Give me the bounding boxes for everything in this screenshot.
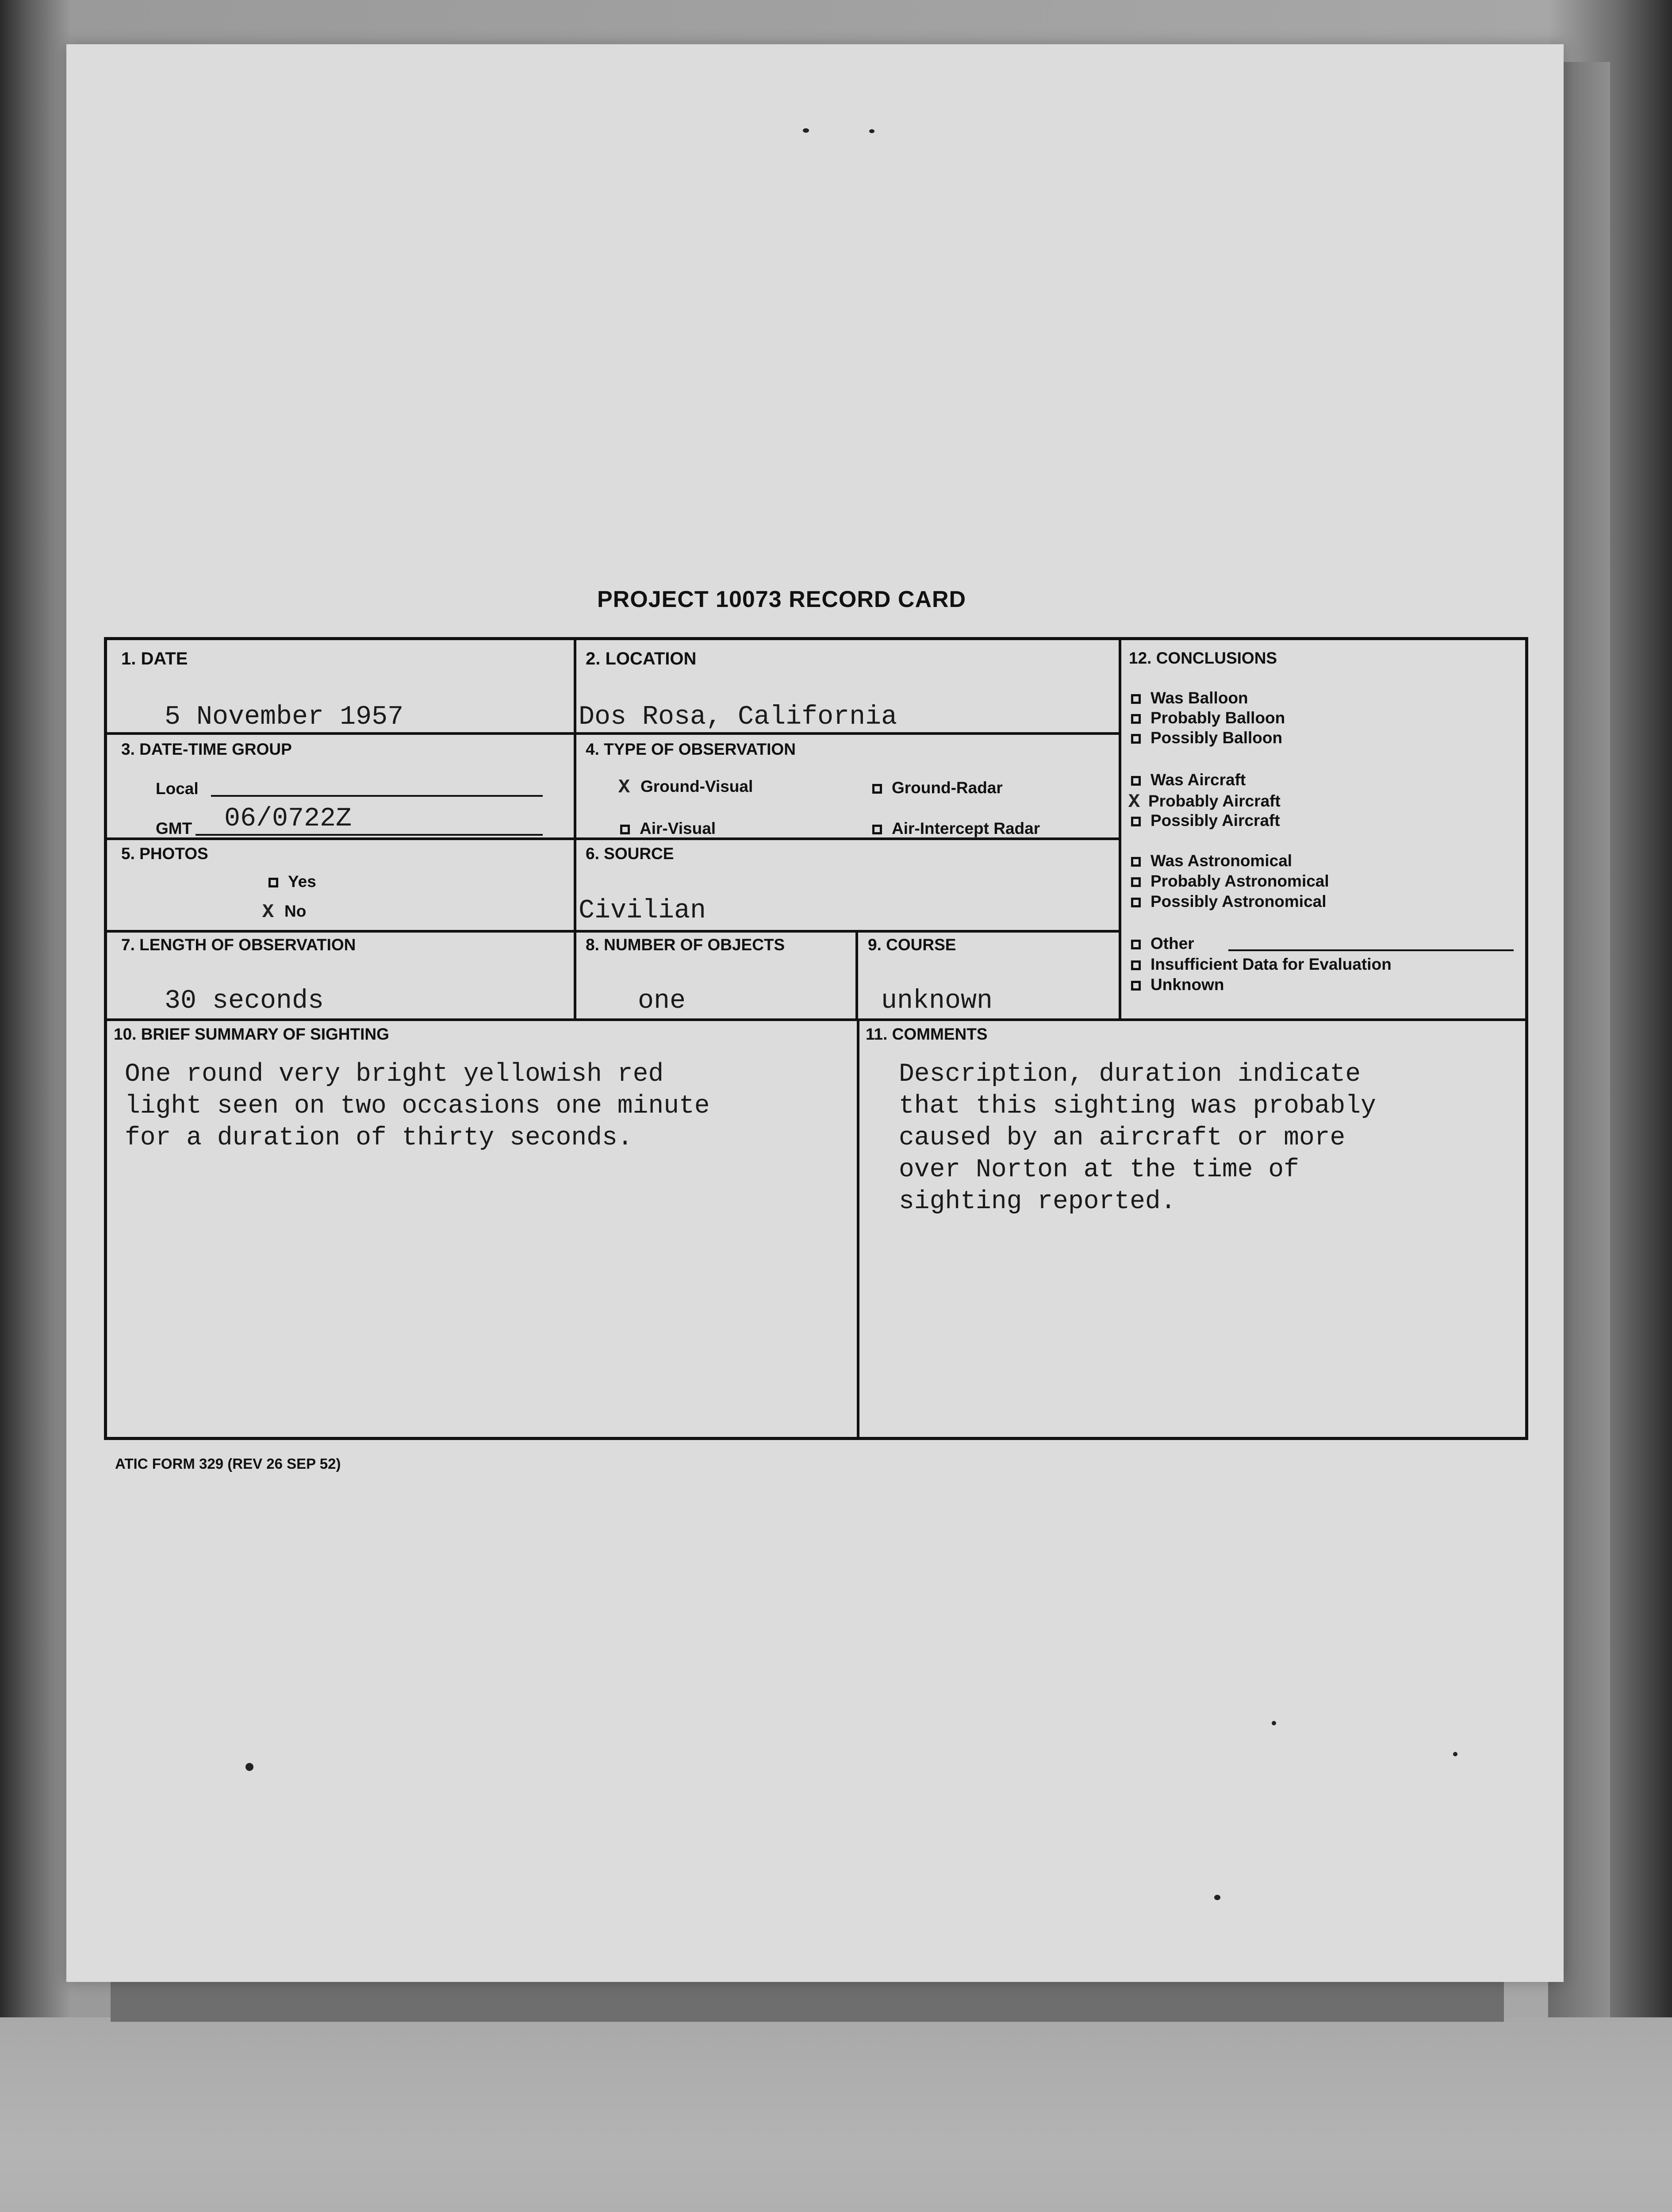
other-underline (1228, 949, 1514, 951)
summary-line: for a duration of thirty seconds. (125, 1124, 633, 1152)
divider-h-1 (107, 732, 1120, 735)
divider-v-bottom (857, 1018, 859, 1440)
comment-line: sighting reported. (899, 1187, 1176, 1216)
comments-label: 11. COMMENTS (866, 1025, 988, 1043)
photos-label: 5. PHOTOS (121, 845, 208, 863)
gmt-label: GMT (156, 819, 192, 837)
checked-mark-icon: X (618, 776, 630, 799)
dust-speck (1214, 1895, 1220, 1900)
checkbox-icon (1131, 776, 1141, 786)
conclusion-possibly-aircraft[interactable]: Possibly Aircraft (1131, 811, 1280, 830)
brief-summary-label: 10. BRIEF SUMMARY OF SIGHTING (114, 1025, 389, 1043)
checkbox-icon (1131, 694, 1141, 704)
dust-speck (803, 128, 809, 133)
checkbox-icon (1131, 817, 1141, 826)
dust-speck (869, 129, 874, 133)
location-value: Dos Rosa, California (579, 702, 897, 732)
conclusion-was-aircraft[interactable]: Was Aircraft (1131, 771, 1246, 789)
local-label: Local (156, 780, 199, 798)
length-of-observation-value: 30 seconds (165, 986, 324, 1016)
comment-line: caused by an aircraft or more (899, 1124, 1346, 1152)
dust-speck (245, 1763, 253, 1771)
summary-line: One round very bright yellowish red (125, 1060, 664, 1089)
observation-option-ground-radar[interactable]: Ground-Radar (872, 779, 1003, 797)
record-card-form (104, 637, 1528, 1440)
checkbox-icon (1131, 940, 1141, 949)
conclusion-possibly-astronomical[interactable]: Possibly Astronomical (1131, 892, 1327, 911)
checked-mark-icon: X (1128, 791, 1140, 813)
length-of-observation-label: 7. LENGTH OF OBSERVATION (121, 936, 356, 954)
source-label: 6. SOURCE (586, 845, 674, 863)
observation-option-ground-visual[interactable]: X Ground-Visual (611, 776, 753, 799)
checkbox-icon (872, 784, 882, 794)
comments-text (899, 1059, 1376, 1218)
divider-h-3 (107, 930, 1120, 933)
checkbox-icon (620, 825, 630, 834)
checkbox-icon (1131, 960, 1141, 970)
checkbox-icon (1131, 714, 1141, 724)
checkbox-icon (1131, 857, 1141, 867)
paper-shadow-bottom (111, 1982, 1504, 2022)
divider-v-course (855, 931, 858, 1021)
gmt-value: 06/0722Z (224, 804, 352, 834)
conclusions-label: 12. CONCLUSIONS (1129, 649, 1277, 667)
date-value: 5 November 1957 (165, 702, 404, 732)
number-of-objects-label: 8. NUMBER OF OBJECTS (586, 936, 785, 954)
dust-speck (1453, 1752, 1457, 1756)
conclusion-other[interactable]: Other (1131, 934, 1194, 953)
date-time-group-label: 3. DATE-TIME GROUP (121, 740, 292, 758)
divider-h-4 (107, 1018, 1525, 1021)
conclusion-probably-balloon[interactable]: Probably Balloon (1131, 709, 1285, 727)
conclusion-was-balloon[interactable]: Was Balloon (1131, 689, 1248, 707)
date-label: 1. DATE (121, 649, 188, 668)
conclusion-insufficient-data[interactable]: Insufficient Data for Evaluation (1131, 955, 1392, 974)
source-value: Civilian (579, 896, 706, 926)
photos-option-yes[interactable]: Yes (268, 872, 316, 891)
conclusion-probably-aircraft[interactable]: X Probably Aircraft (1124, 791, 1281, 813)
observation-option-air-intercept-radar[interactable]: Air-Intercept Radar (872, 819, 1040, 838)
checkbox-icon (1131, 981, 1141, 991)
card-title: PROJECT 10073 RECORD CARD (597, 587, 966, 612)
checkbox-icon (872, 825, 882, 834)
checkbox-icon (1131, 734, 1141, 744)
checkbox-icon (1131, 877, 1141, 887)
gmt-underline (196, 834, 543, 836)
checkbox-icon (1131, 898, 1141, 907)
film-lower-area (0, 2017, 1672, 2212)
conclusion-probably-astronomical[interactable]: Probably Astronomical (1131, 872, 1329, 891)
course-value: unknown (881, 986, 993, 1016)
checkbox-icon (268, 878, 278, 887)
local-underline (211, 795, 543, 797)
conclusion-possibly-balloon[interactable]: Possibly Balloon (1131, 729, 1282, 747)
course-label: 9. COURSE (868, 936, 956, 954)
comment-line: that this sighting was probably (899, 1092, 1376, 1121)
observation-option-air-visual[interactable]: Air-Visual (620, 819, 716, 838)
comment-line: over Norton at the time of (899, 1156, 1299, 1184)
brief-summary-text (125, 1059, 710, 1154)
dust-speck (1272, 1721, 1276, 1725)
form-footer: ATIC FORM 329 (REV 26 SEP 52) (115, 1455, 341, 1472)
conclusion-unknown[interactable]: Unknown (1131, 975, 1224, 994)
comment-line: Description, duration indicate (899, 1060, 1361, 1089)
divider-v-left (574, 640, 576, 1021)
location-label: 2. LOCATION (586, 649, 697, 668)
divider-v-middle (1119, 640, 1121, 1021)
number-of-objects-value: one (638, 986, 686, 1016)
conclusion-was-astronomical[interactable]: Was Astronomical (1131, 852, 1292, 870)
summary-line: light seen on two occasions one minute (125, 1092, 710, 1121)
type-of-observation-label: 4. TYPE OF OBSERVATION (586, 740, 796, 758)
checked-mark-icon: X (262, 901, 274, 923)
photos-option-no[interactable]: X No (255, 901, 306, 923)
